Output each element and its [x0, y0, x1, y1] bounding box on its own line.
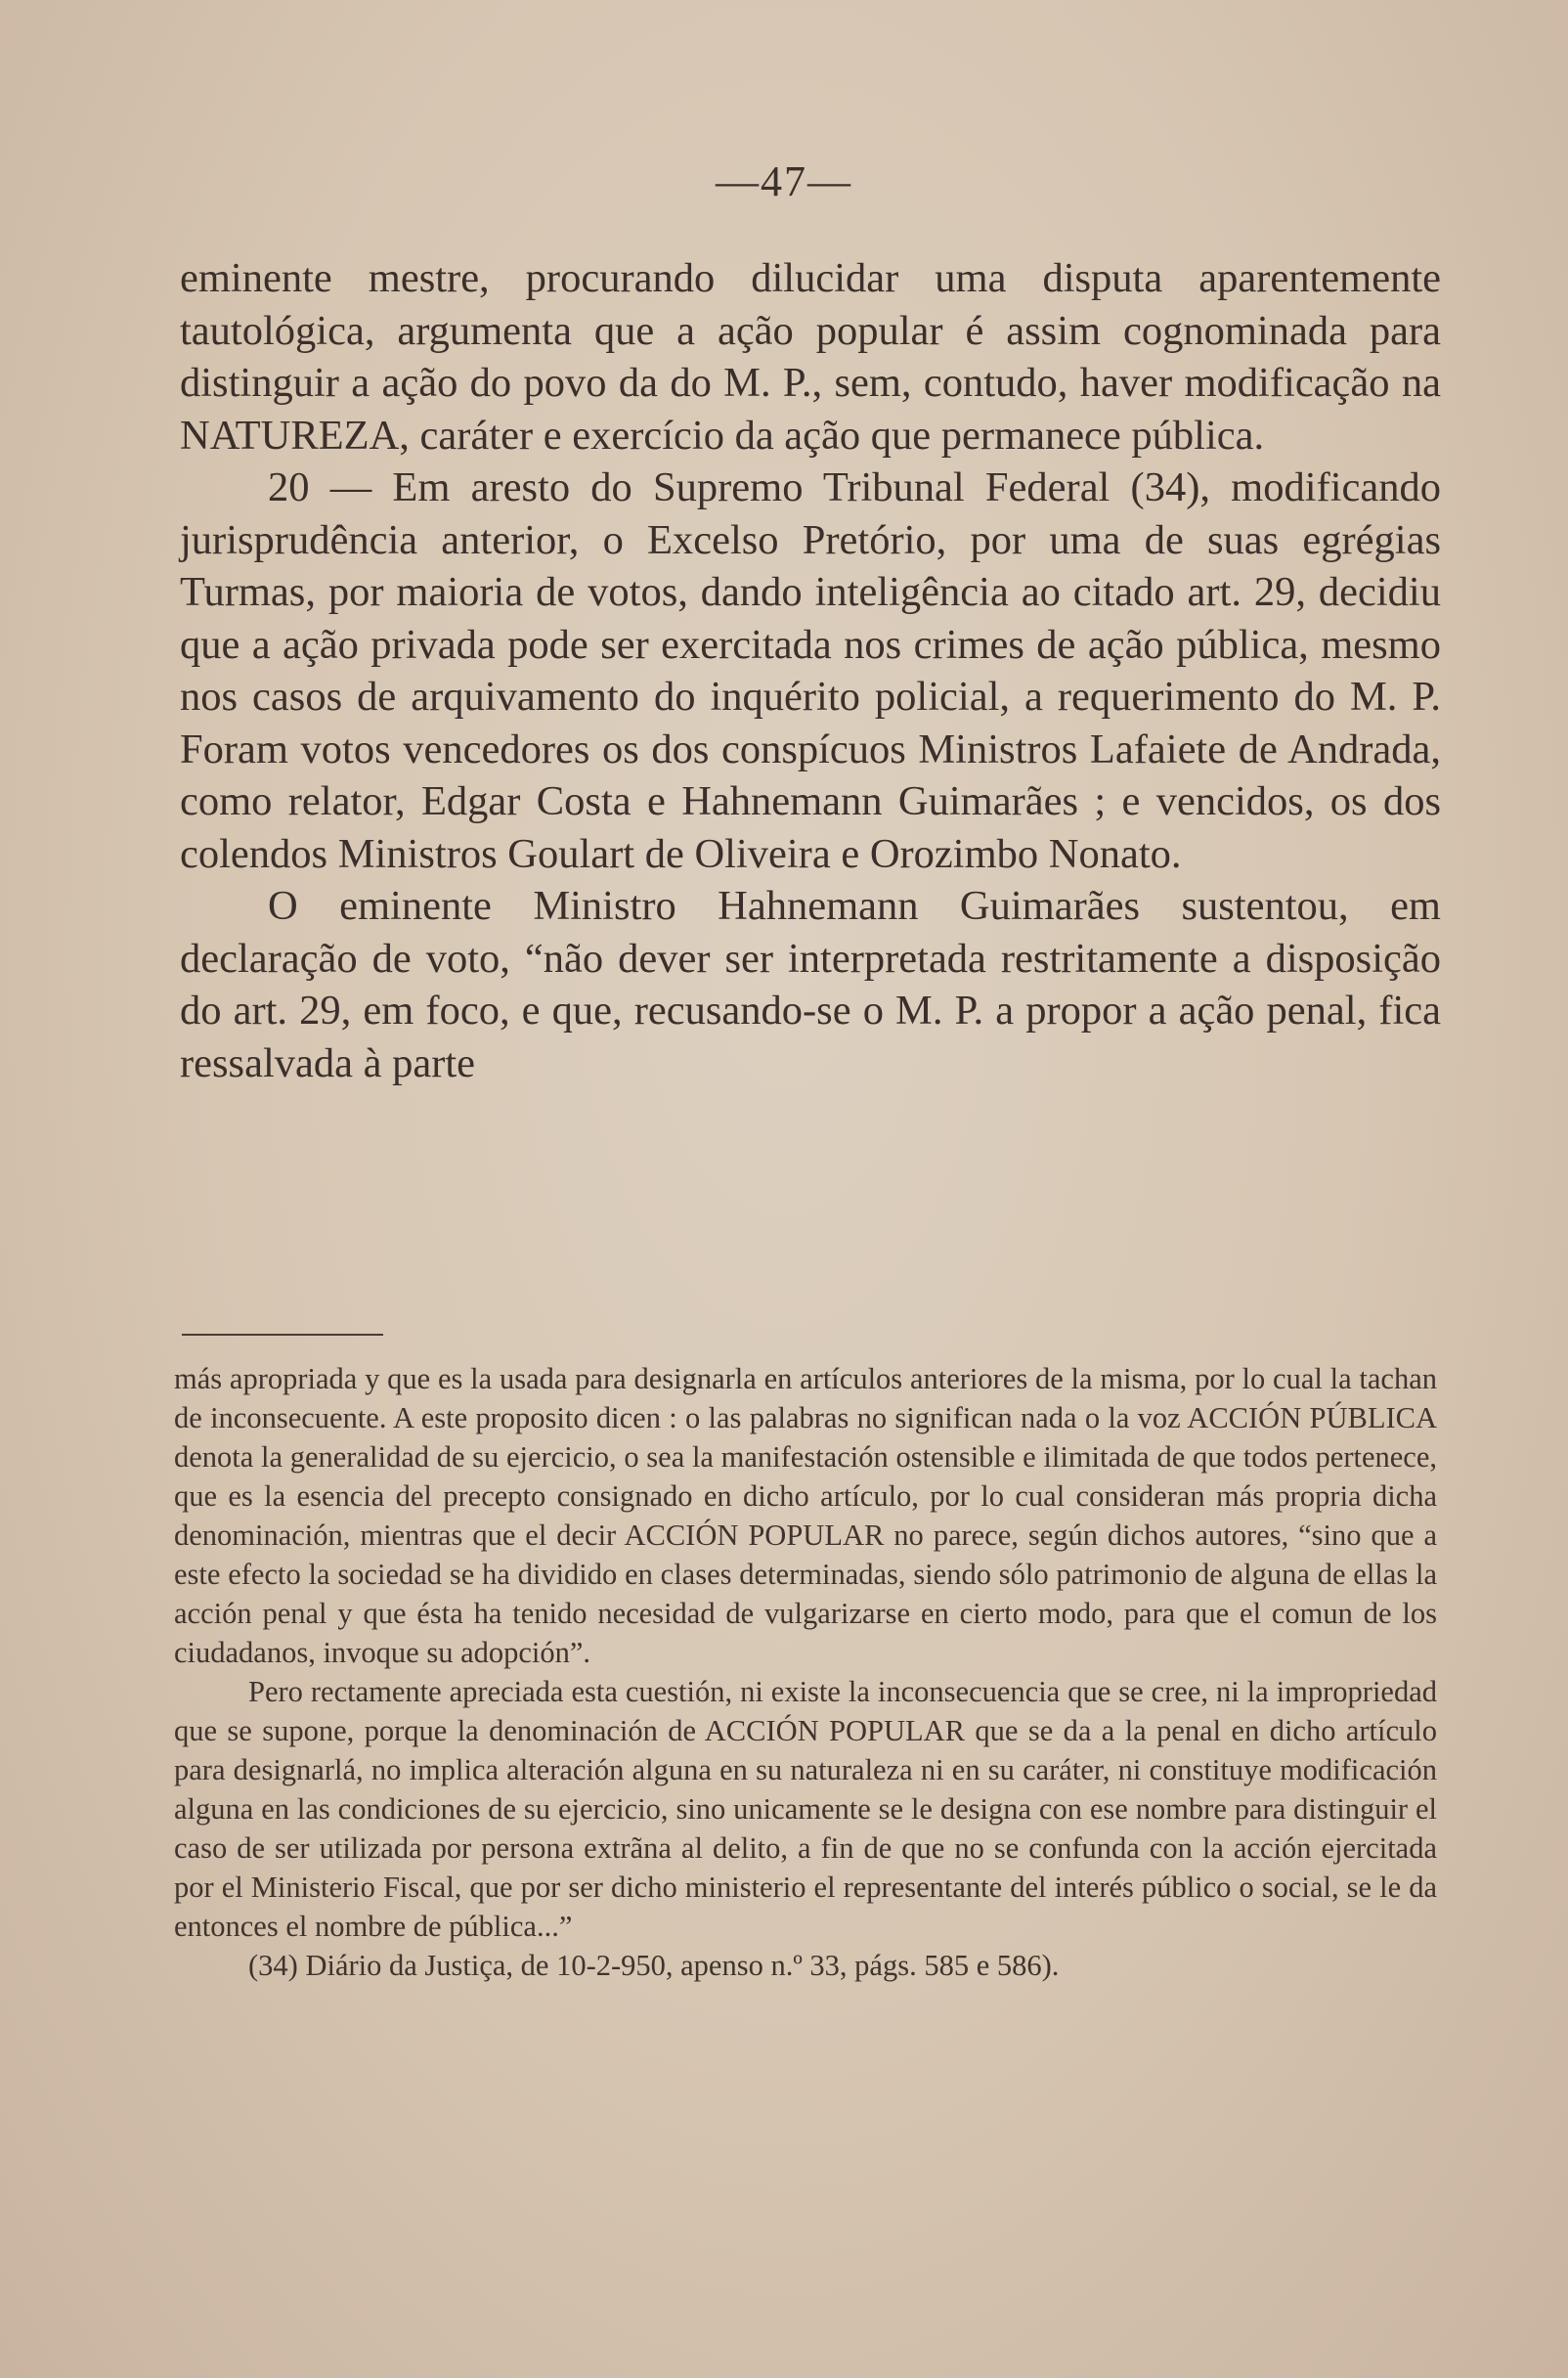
- page-number: —47—: [716, 157, 852, 205]
- footnote-separator: [182, 1334, 383, 1336]
- footnote-paragraph-2: Pero rectamente apreciada esta cuestión, ni existe la inconsecuencia que se cree, ni la impropriedad que se supone, porque la denominación de ACCIÓN POPULAR que se da a la penal en dicho artículo para designarlá, no implica alteración alguna en su naturaleza ni en su caráter, ni constituye modificación alguna en las condiciones de su ejercicio, sino unicamente se le designa con ese nombre para distinguir el caso de ser utilizada por persona extrãna al delito, a fin de que no se confunda con la acción ejercitada por el Ministerio Fiscal, que por ser dicho ministerio el representante del interés público o social, se le da entonces el nombre de pública...”: [174, 1675, 1437, 1943]
- body-paragraph-3: O eminente Ministro Hahnemann Guimarães sustentou, em declaração de voto, “não dever ser interpretada restritamente a disposição do art. 29, em foco, e que, recusando-se o M. P. a propor a ação penal, fica ressalvada à parte: [180, 883, 1441, 1086]
- footnotes: [174, 1359, 1437, 1985]
- body-paragraph-2: 20 — Em aresto do Supremo Tribunal Federal (34), modificando jurisprudência anterior, o Excelso Pretório, por uma de suas egrégias Turmas, por maioria de votos, dando inteligência ao citado art. 29, decidiu que a ação privada pode ser exercitada nos crimes de ação pública, mesmo nos casos de arquivamento do inquérito policial, a requerimento do M. P. Foram votos vencedores os dos conspícuos Ministros Lafaiete de Andrada, como relator, Edgar Costa e Hahnemann Guimarães ; e vencidos, os dos colendos Ministros Goulart de Oliveira e Orozimbo Nonato.: [180, 464, 1441, 877]
- footnote-34: (34) Diário da Justiça, de 10-2-950, apenso n.º 33, págs. 585 e 586).: [248, 1949, 1060, 1982]
- main-text: [180, 252, 1441, 1089]
- footnote-paragraph-1: más apropriada y que es la usada para designarla en artículos anteriores de la misma, por lo cual la tachan de inconsecuente. A este proposito dicen : o las palabras no significan nada o la voz ACCIÓN PÚBLICA denota la generalidad de su ejercicio, o sea la manifestación ostensible e ilimitada de que todos pertenece, que es la esencia del precepto consignado en dicho artículo, por lo cual consideran más propria dicha denominación, mientras que el decir ACCIÓN POPULAR no parece, según dichos autores, “sino que a este efecto la sociedad se ha dividido en clases determinadas, siendo sólo patrimonio de alguna de ellas la acción penal y que ésta ha tenido necesidad de vulgarizarse en cierto modo, para que el comun de los ciudadanos, invoque su adopción”.: [174, 1362, 1437, 1669]
- body-paragraph-1: eminente mestre, procurando dilucidar uma disputa aparentemente tautológica, argumenta que a ação popular é assim cognominada para distinguir a ação do povo da do M. P., sem, contudo, haver modificação na NATUREZA, caráter e exercício da ação que permanece pública.: [180, 255, 1441, 459]
